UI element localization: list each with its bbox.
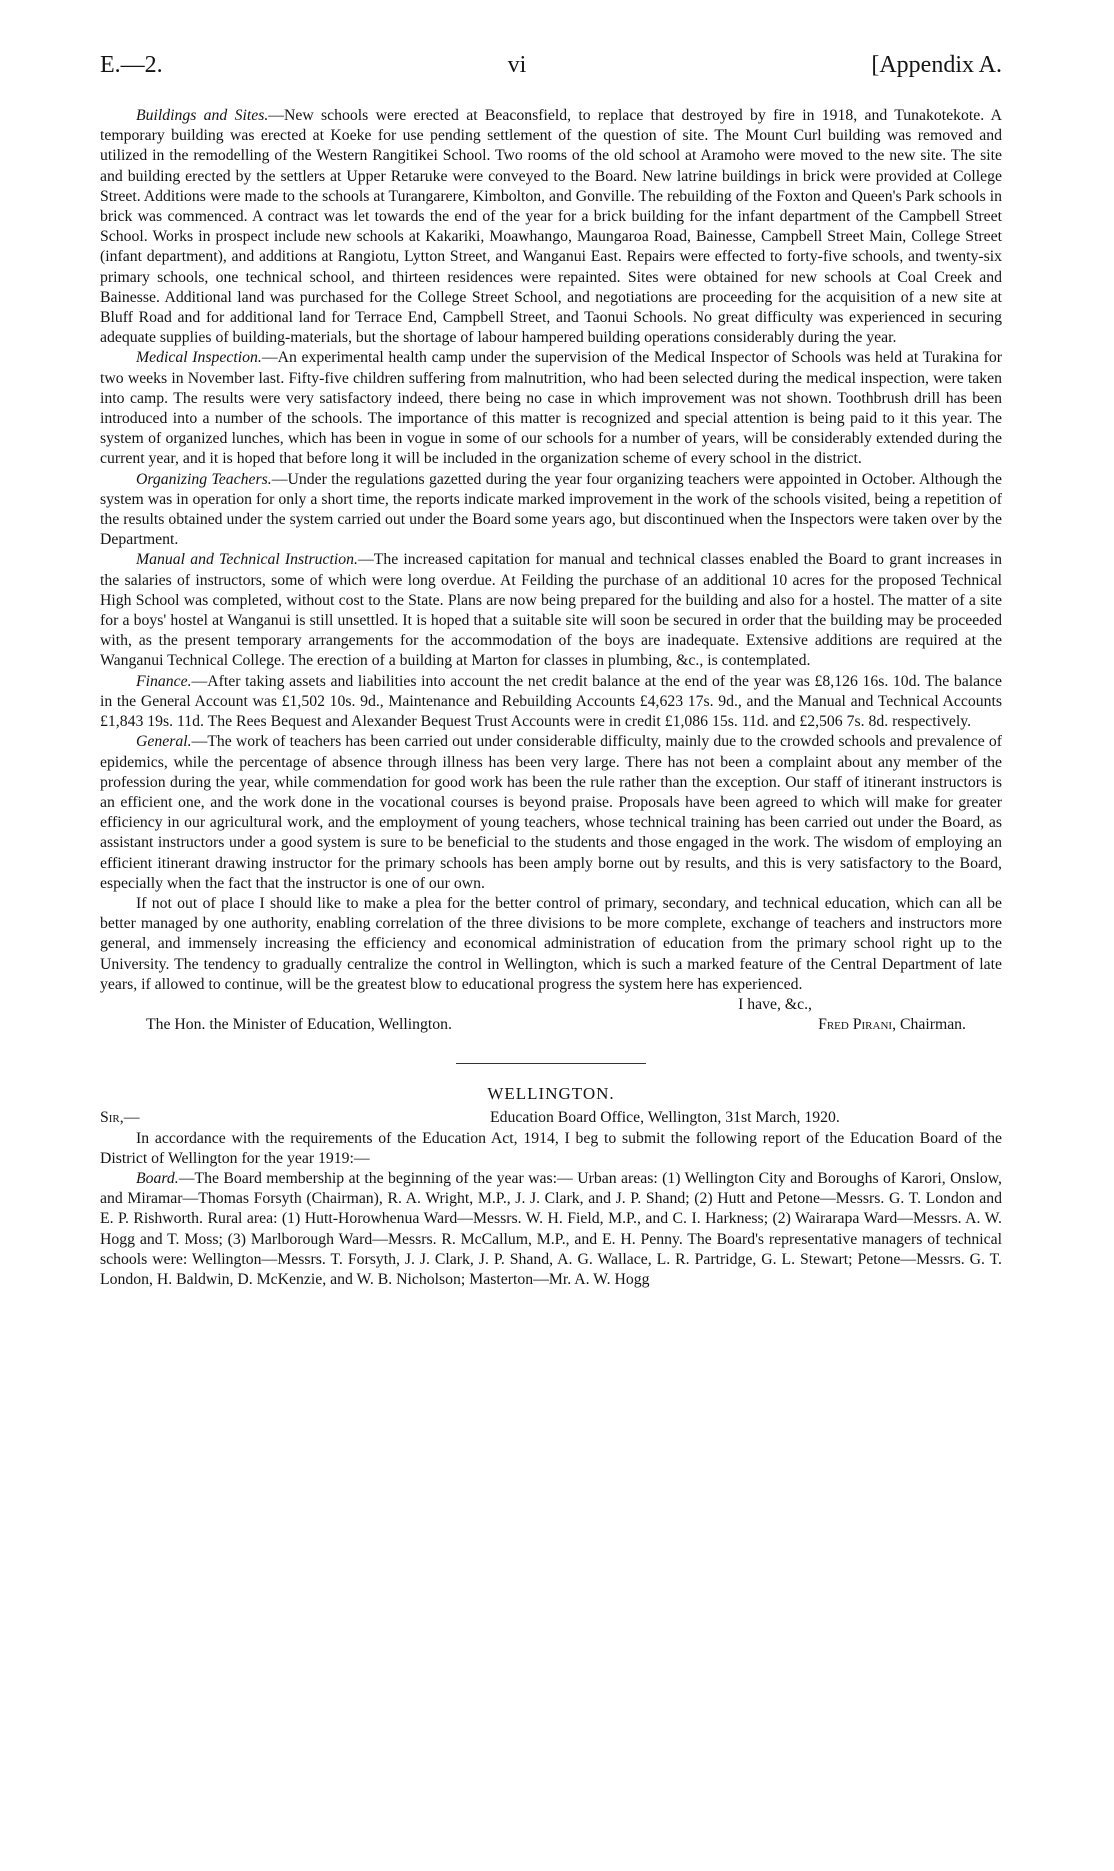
paragraph-heading: Board. — [136, 1169, 179, 1187]
salutation: Sir,— — [100, 1109, 140, 1127]
paragraph-heading: General. — [136, 733, 192, 751]
paragraph-text: —The work of teachers has been carried out under considerable difficulty, mainly due to the crowded schools and prevalence of epidemics, while the percentage of absence through illness has been very large. There has not been a complaint about any member of the profession during the year, while commendation for good work has been the rule rather than the exception. Our staff of itinerant instructors is an efficient one, and the work done in the vocational courses is beyond praise. Proposals have been agreed to which will make for greater efficiency in our agricultural work, and the employment of young teachers, whose technical training has been carried out under the Board, as assistant instructors under a good system is sure to be beneficial to the students and those engaged in the work. The wisdom of employing an efficient itinerant drawing instructor for the primary schools has been amply borne out by results, and this is very satisfactory to the Board, especially when the fact that the instructor is one of our own. — [100, 733, 1002, 892]
paragraph-manual — [100, 550, 1002, 671]
paragraph-finance — [100, 672, 1002, 733]
report-body-wellington — [100, 1129, 1002, 1291]
letter-address: Education Board Office, Wellington, 31st March, 1920. — [490, 1109, 840, 1127]
paragraph-organizing — [100, 470, 1002, 551]
paragraph-text: In accordance with the requirements of the Education Act, 1914, I beg to submit the following report of the Education Board of the District of Wellington for the year 1919:— — [100, 1129, 1002, 1167]
paragraph-general — [100, 732, 1002, 894]
paragraph-heading: Buildings and Sites. — [136, 107, 269, 124]
salutation-line — [100, 1108, 1002, 1128]
paragraph-text: —Under the regulations gazetted during the year four organizing teachers were appointed in October. Although the system was in operation for only a short time, the reports indicate marked improvement in the work of the schools visited, being a repetition of the results obtained under the system carried out under the Board some years ago, but discontinued when the Inspectors were taken over by the Department. — [100, 470, 1002, 549]
document-page — [100, 52, 1002, 1852]
letter-signoff — [100, 995, 1002, 1035]
report-body — [100, 106, 1002, 995]
paragraph-heading: Finance. — [136, 672, 192, 690]
paragraph-intro — [100, 1129, 1002, 1169]
paragraph-buildings — [100, 106, 1002, 348]
paragraph-text: —An experimental health camp under the supervision of the Medical Inspector of Schools was held at Turakina for two weeks in November last. Fifty-five children suffering from malnutrition, who had been selected during the medical inspection, were taken into camp. The results were very satisfactory indeed, there being no case in which improvement was not shown. Toothbrush drill has been introduced into a number of the schools. The importance of this matter is recognized and special attention is being paid to it this year. The system of organized lunches, which has been in vogue in some of our schools for a number of years, will be considerably extended during the current year, and it is hoped that before long it will be included in the organization scheme of every school in the district. — [100, 349, 1002, 468]
running-header — [100, 52, 1002, 90]
header-left: E.—2. — [100, 52, 163, 78]
paragraph-medical — [100, 348, 1002, 469]
paragraph-text: —The Board membership at the beginning of the year was:— Urban areas: (1) Wellington City and Boroughs of Karori, Onslow, and Miramar—Thomas Forsyth (Chairman), R. A. Wright, M.P., J. J. Clark, and J. P. Shand; (2) Hutt and Petone—Messrs. G. T. London and E. P. Rishworth. Rural area: (1) Hutt-Horowhenua Ward—Messrs. W. H. Field, M.P., and C. I. Harkness; (2) Wairarapa Ward—Messrs. A. W. Hogg and T. Moss; (3) Marlborough Ward—Messrs. R. McCallum, M.P., and E. H. Penny. The Board's representative managers of technical schools were: Wellington—Messrs. T. Forsyth, J. J. Clark, J. P. Shand, A. G. Wallace, L. R. Partridge, G. L. Stewart; Petone—Messrs. G. T. London, H. Baldwin, D. McKenzie, and W. B. Nicholson; Masterton—Mr. A. W. Hogg — [100, 1169, 1002, 1288]
header-right: [Appendix A. — [871, 52, 1002, 78]
paragraph-text: —After taking assets and liabilities into account the net credit balance at the end of the year was £8,126 16s. 10d. The balance in the General Account was £1,502 10s. 9d., Maintenance and Rebuilding Accounts £4,623 17s. 9d., and the Manual and Technical Accounts £1,843 19s. 11d. The Rees Bequest and Alexander Bequest Trust Accounts were in credit £1,086 15s. 11d. and £2,506 7s. 8d. respectively. — [100, 672, 1002, 731]
signature — [818, 1015, 966, 1035]
section-heading: WELLINGTON. — [487, 1084, 615, 1104]
page-number: vi — [507, 52, 527, 78]
paragraph-plea — [100, 894, 1002, 995]
paragraph-text: If not out of place I should like to make a plea for the better control of primary, secondary, and technical education, which can all be better managed by one authority, enabling correlation of the three divisions to be more complete, exchange of teachers and instructors more general, and immensely increasing the efficiency and economical administration of education from the primary school right up to the University. The tendency to gradually centralize the control in Wellington, which is such a marked feature of the Central Department of late years, if allowed to continue, will be the greatest blow to educational progress the system here has experienced. — [100, 894, 1002, 993]
signature-title: , Chairman. — [892, 1016, 966, 1034]
paragraph-text: —The increased capitation for manual and technical classes enabled the Board to grant increases in the salaries of instructors, some of which were long overdue. At Feilding the purchase of an additional 10 acres for the proposed Technical High School was completed, without cost to the State. Plans are now being prepared for the building and also for a hostel. The matter of a site for a boys' hostel at Wanganui is still unsettled. It is hoped that a suitable site will soon be secured in order that the building may be proceeded with, as the present temporary arrangements for the accommodation of the boys are inadequate. Extensive additions are required at the Wanganui Technical College. The erection of a building at Marton for classes in plumbing, &c., is contemplated. — [100, 551, 1002, 670]
paragraph-heading: Manual and Technical Instruction. — [136, 551, 358, 569]
section-divider — [456, 1063, 646, 1064]
signature-name: Fred Pirani — [818, 1016, 893, 1034]
paragraph-board — [100, 1169, 1002, 1290]
paragraph-heading: Organizing Teachers. — [136, 470, 272, 488]
addressee: The Hon. the Minister of Education, Wellington. — [146, 1016, 452, 1034]
paragraph-heading: Medical Inspection. — [136, 349, 262, 367]
closing-line: I have, &c., — [738, 995, 812, 1013]
paragraph-text: —New schools were erected at Beaconsfield, to replace that destroyed by fire in 1918, and Tunakotekote. A temporary building was erected at Koeke for use pending settlement of the question of site. The Mount Curl building was removed and utilized in the remodelling of the Western Rangitikei School. Two rooms of the old school at Aramoho were moved to the new site. The site and building erected by the settlers at Upper Retaruke were conveyed to the Board. New latrine buildings in brick were provided at College Street. Additions were made to the schools at Turangarere, Kimbolton, and Gonville. The rebuilding of the Foxton and Queen's Park schools in brick was commenced. A contract was let towards the end of the year for a brick building for the infant department of the Campbell Street School. Works in prospect include new schools at Kakariki, Moawhango, Maungaroa Road, Bainesse, Campbell Street Main, College Street (infant department), and additions at Rangiotu, Lytton Street, and Wanganui East. Repairs were effected to forty-five schools, and twenty-six primary schools, one technical school, and thirteen residences were repainted. Sites were obtained for new schools at Coal Creek and Bainesse. Additional land was purchased for the College Street School, and negotiations are proceeding for the acquisition of a new site at Bluff Road and for additional land for Terrace End, Campbell Street, and Taonui Schools. No great difficulty was experienced in securing adequate supplies of building-materials, but the shortage of labour hampered building operations considerably during the year. — [100, 107, 1002, 347]
